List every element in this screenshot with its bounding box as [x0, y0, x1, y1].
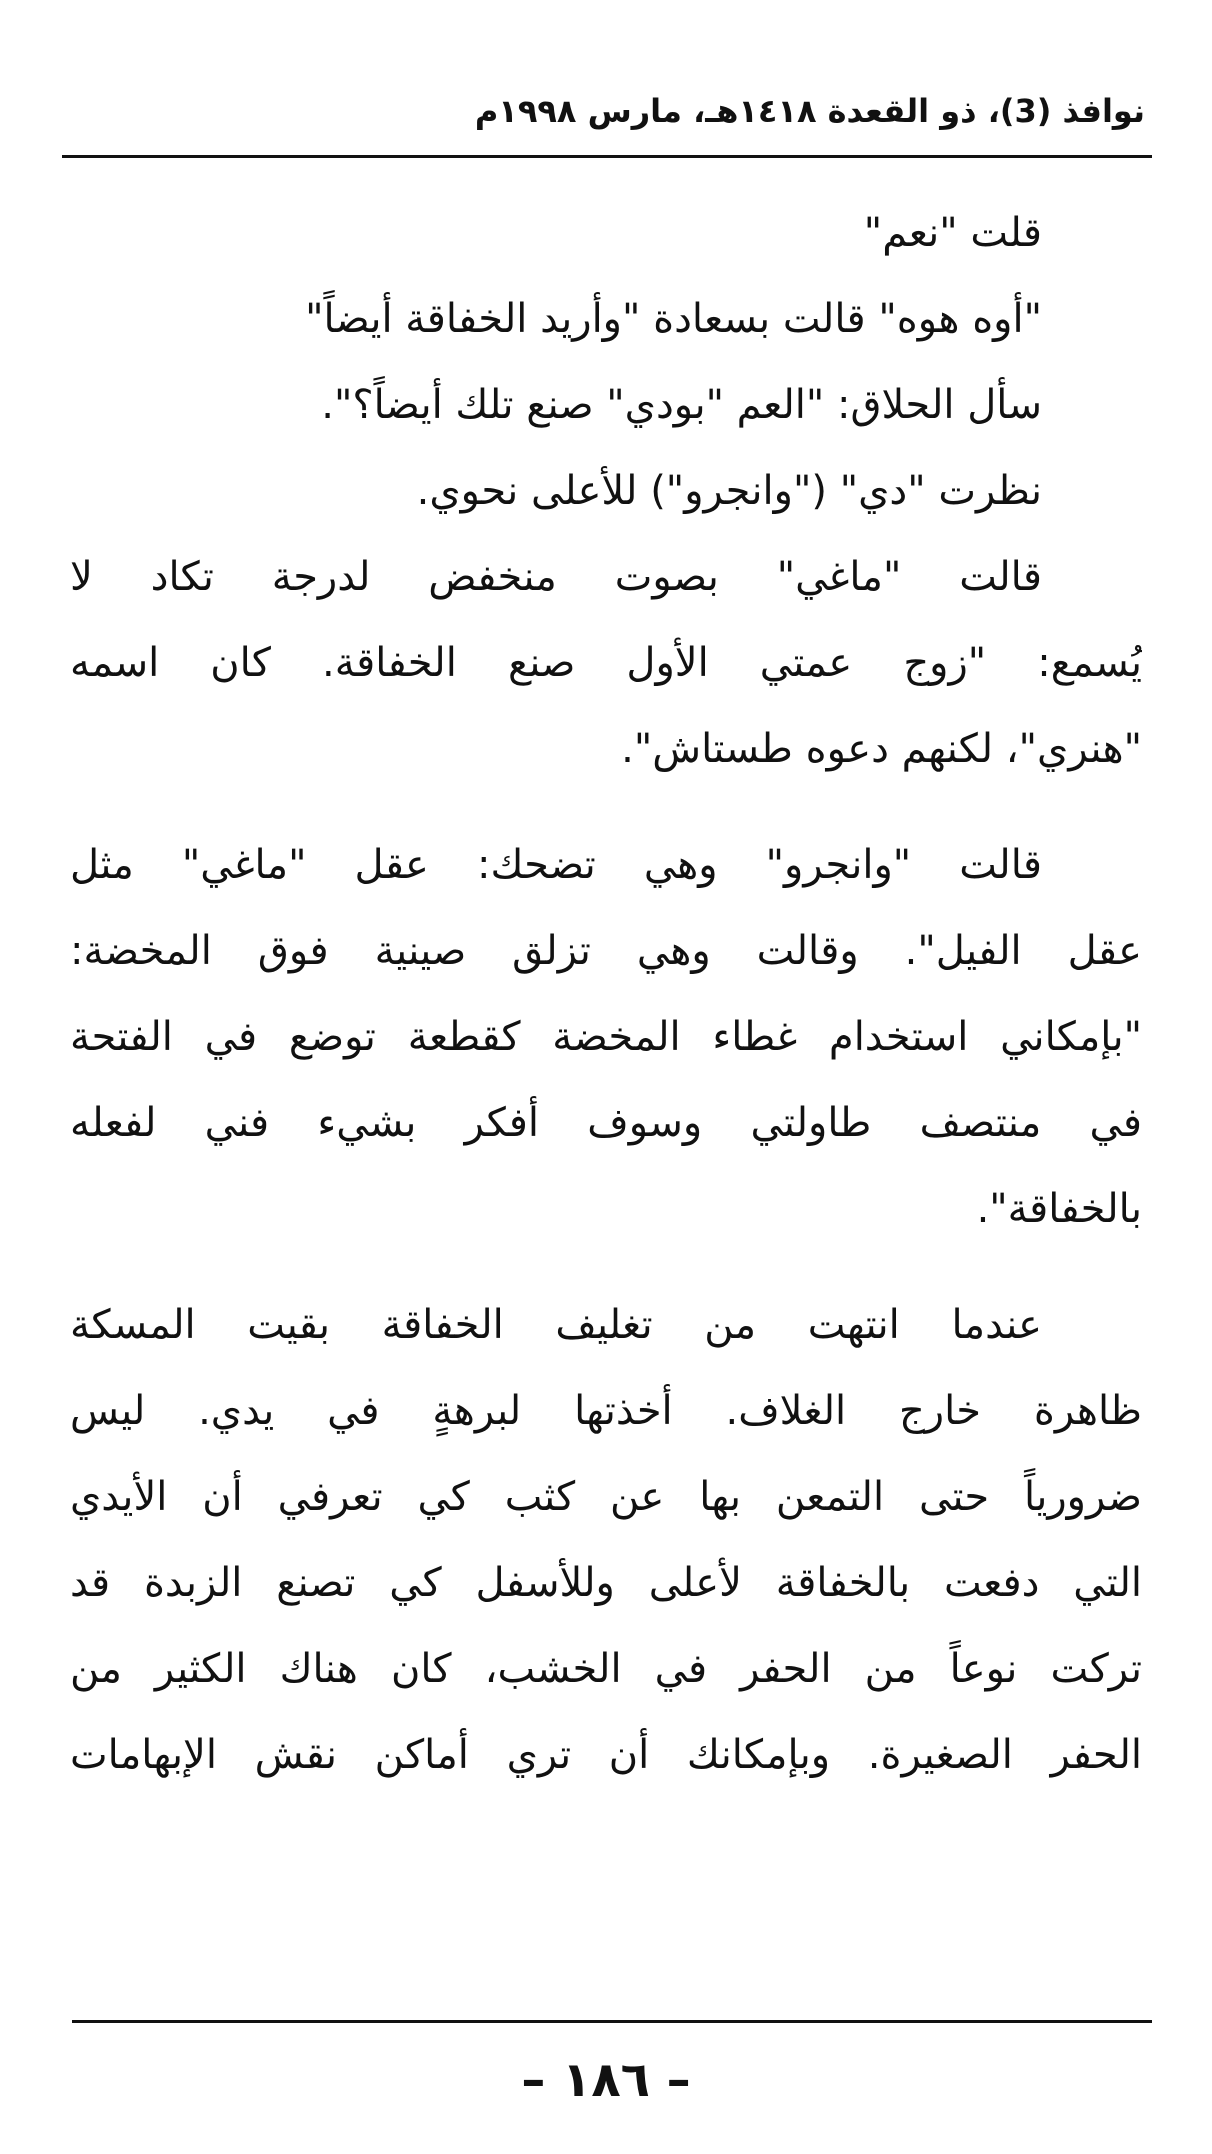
text-line: في منتصف طاولتي وسوف أفكر بشيء فني لفعله: [70, 1100, 1142, 1146]
text-line: قالت "ماغي" بصوت منخفض لدرجة تكاد لا: [70, 554, 1042, 600]
text-line: نظرت "دي" ("وانجرو") للأعلى نحوي.: [416, 468, 1042, 514]
text-line: التي دفعت بالخفاقة لأعلى وللأسفل كي تصنع الزبدة قد: [70, 1560, 1142, 1606]
text-line: عندما انتهت من تغليف الخفاقة بقيت المسكة: [70, 1302, 1042, 1348]
text-line: يُسمع: "زوج عمتي الأول صنع الخفاقة. كان اسمه: [70, 640, 1142, 686]
text-line: عقل الفيل". وقالت وهي تزلق صينية فوق المخضة:: [70, 928, 1142, 974]
running-header: نوافذ (3)، ذو القعدة ١٤١٨هـ، مارس ١٩٩٨م: [474, 92, 1145, 130]
text-line: سأل الحلاق: "العم "بودي" صنع تلك أيضاً؟".: [321, 382, 1042, 428]
page-body: [70, 190, 1142, 1798]
paragraph-gap: [70, 792, 1142, 822]
text-line: قلت "نعم": [863, 210, 1042, 256]
page-number: – ١٨٦ –: [521, 2052, 691, 2108]
text-line: ظاهرة خارج الغلاف. أخذتها لبرهةٍ في يدي. ليس: [70, 1388, 1142, 1434]
header-rule: [62, 155, 1152, 158]
text-line: قالت "وانجرو" وهي تضحك: عقل "ماغي" مثل: [70, 842, 1042, 888]
text-line: تركت نوعاً من الحفر في الخشب، كان هناك الكثير من: [70, 1646, 1142, 1692]
text-line: بالخفاقة".: [976, 1186, 1142, 1232]
text-line: "هنري"، لكنهم دعوه طستاش".: [621, 726, 1142, 772]
text-line: "بإمكاني استخدام غطاء المخضة كقطعة توضع في الفتحة: [70, 1014, 1142, 1060]
text-line: الحفر الصغيرة. وبإمكانك أن تري أماكن نقش الإبهامات: [70, 1732, 1142, 1778]
footer-rule: [72, 2020, 1152, 2023]
paragraph-gap: [70, 1252, 1142, 1282]
text-line: ضرورياً حتى التمعن بها عن كثب كي تعرفي أن الأيدي: [70, 1474, 1142, 1520]
text-line: "أوه هوه" قالت بسعادة "وأريد الخفاقة أيضاً": [305, 296, 1042, 342]
